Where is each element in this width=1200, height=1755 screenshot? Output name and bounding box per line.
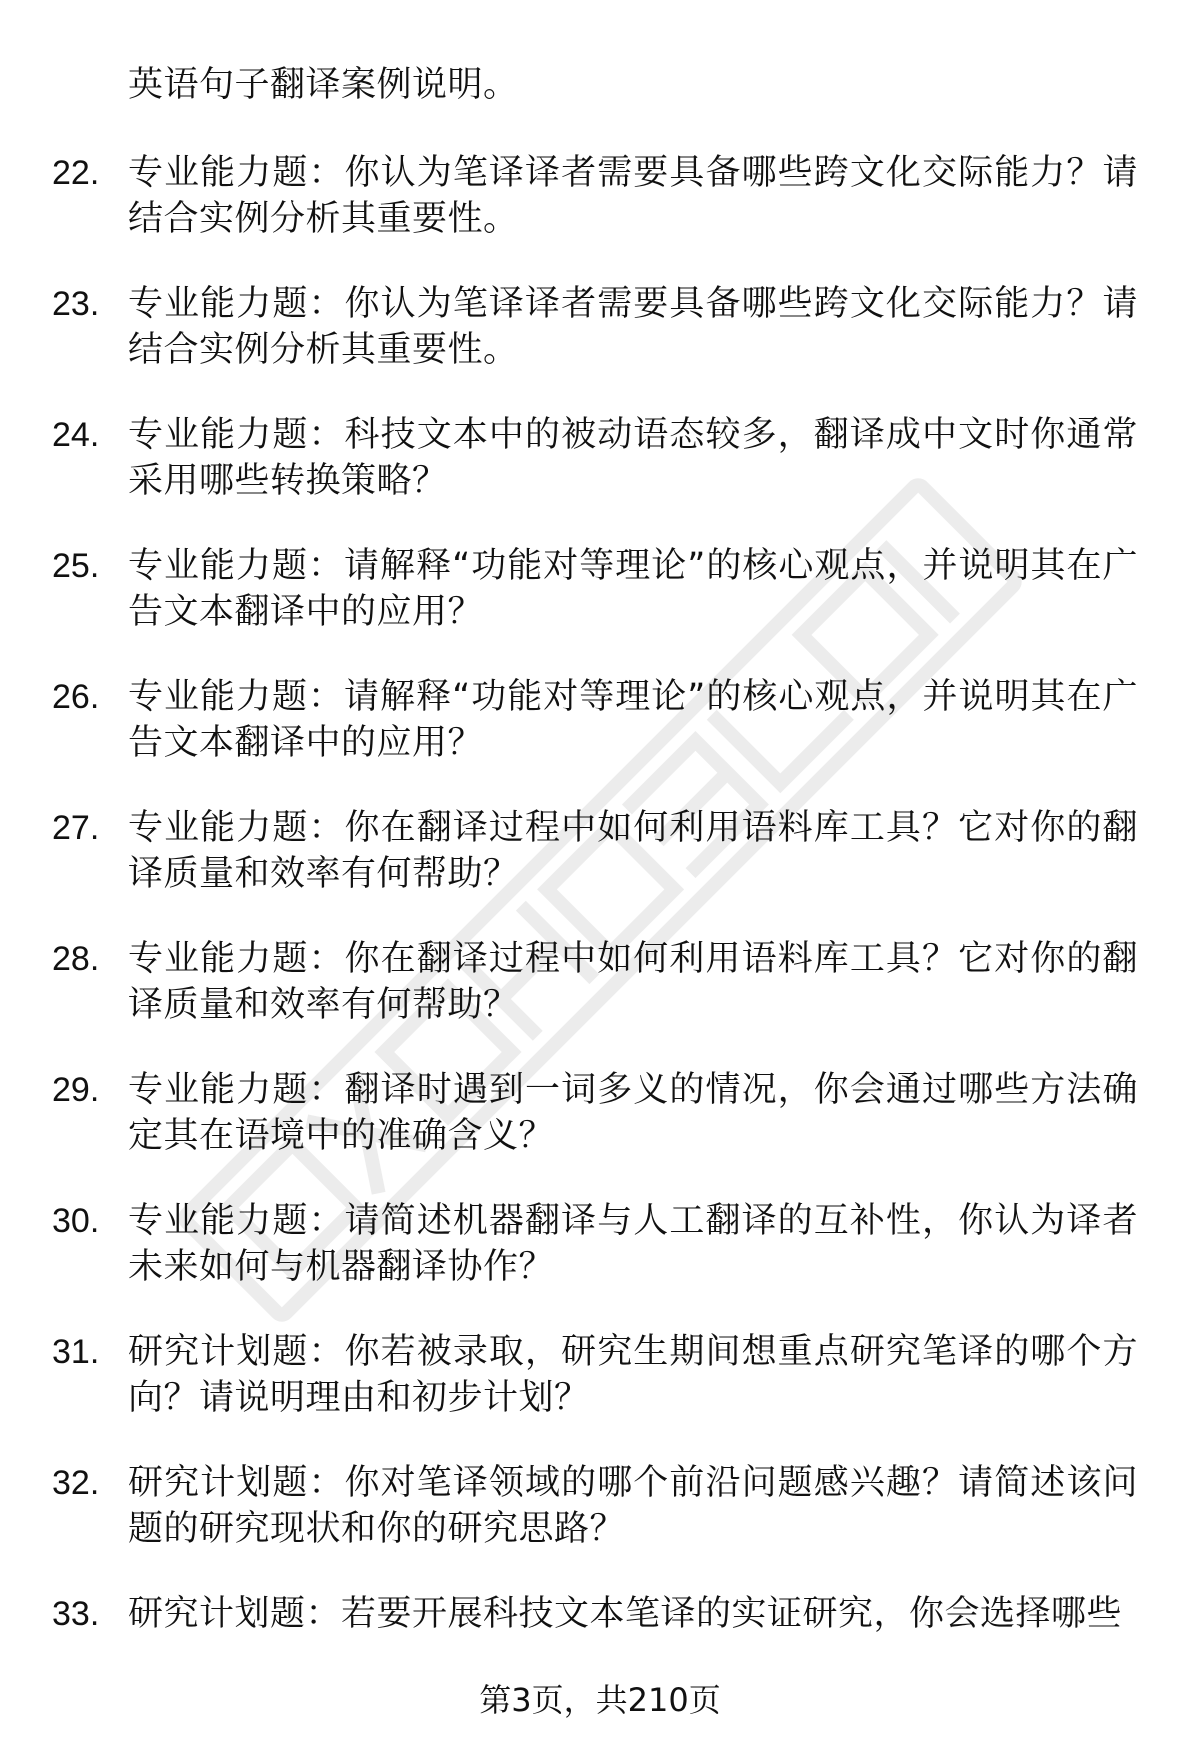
question-item [0,150,1200,281]
question-text: 专业能力题：你认为笔译译者需要具备哪些跨文化交际能力？请结合实例分析其重要性。 [128,153,1138,239]
question-text: 专业能力题：你在翻译过程中如何利用语料库工具？它对你的翻译质量和效率有何帮助？ [128,939,1138,1025]
question-text: 专业能力题：请解释“功能对等理论”的核心观点，并说明其在广告文本翻译中的应用？ [128,546,1138,632]
question-text: 专业能力题：科技文本中的被动语态较多，翻译成中文时你通常采用哪些转换策略？ [128,415,1138,501]
question-item [0,412,1200,543]
question-item [0,1329,1200,1460]
question-number: 28. [52,940,100,978]
question-number: 32. [52,1464,100,1502]
question-text: 专业能力题：你认为笔译译者需要具备哪些跨文化交际能力？请结合实例分析其重要性。 [128,284,1138,370]
question-text: 专业能力题：请解释“功能对等理论”的核心观点，并说明其在广告文本翻译中的应用？ [128,677,1138,763]
question-text: 专业能力题：你在翻译过程中如何利用语料库工具？它对你的翻译质量和效率有何帮助？ [128,808,1138,894]
question-item [0,1067,1200,1198]
question-item [0,936,1200,1067]
question-text: 研究计划题：若要开展科技文本笔译的实证研究，你会选择哪些 [128,1594,1123,1634]
question-number: 31. [52,1333,100,1371]
page-footer: 第3页，共210页 [479,1681,721,1719]
question-21-continuation: 英语句子翻译案例说明。 [128,65,519,105]
question-number: 22. [52,154,100,192]
question-item [0,1460,1200,1591]
question-text: 专业能力题：请简述机器翻译与人工翻译的互补性，你认为译者未来如何与机器翻译协作？ [128,1201,1138,1287]
question-number: 29. [52,1071,100,1109]
question-list [0,150,1200,1722]
question-number: 26. [52,678,100,716]
question-text: 研究计划题：你若被录取，研究生期间想重点研究笔译的哪个方向？请说明理由和初步计划？ [128,1332,1138,1418]
question-item [0,674,1200,805]
question-item [0,805,1200,936]
question-item [0,281,1200,412]
question-text: 专业能力题：翻译时遇到一词多义的情况，你会通过哪些方法确定其在语境中的准确含义？ [128,1070,1138,1156]
question-number: 24. [52,416,100,454]
question-item [0,1198,1200,1329]
question-number: 25. [52,547,100,585]
question-number: 23. [52,285,100,323]
question-number: 27. [52,809,100,847]
question-number: 33. [52,1595,100,1633]
question-item [0,543,1200,674]
question-text: 研究计划题：你对笔译领域的哪个前沿问题感兴趣？请简述该问题的研究现状和你的研究思路？ [128,1463,1138,1549]
question-number: 30. [52,1202,100,1240]
